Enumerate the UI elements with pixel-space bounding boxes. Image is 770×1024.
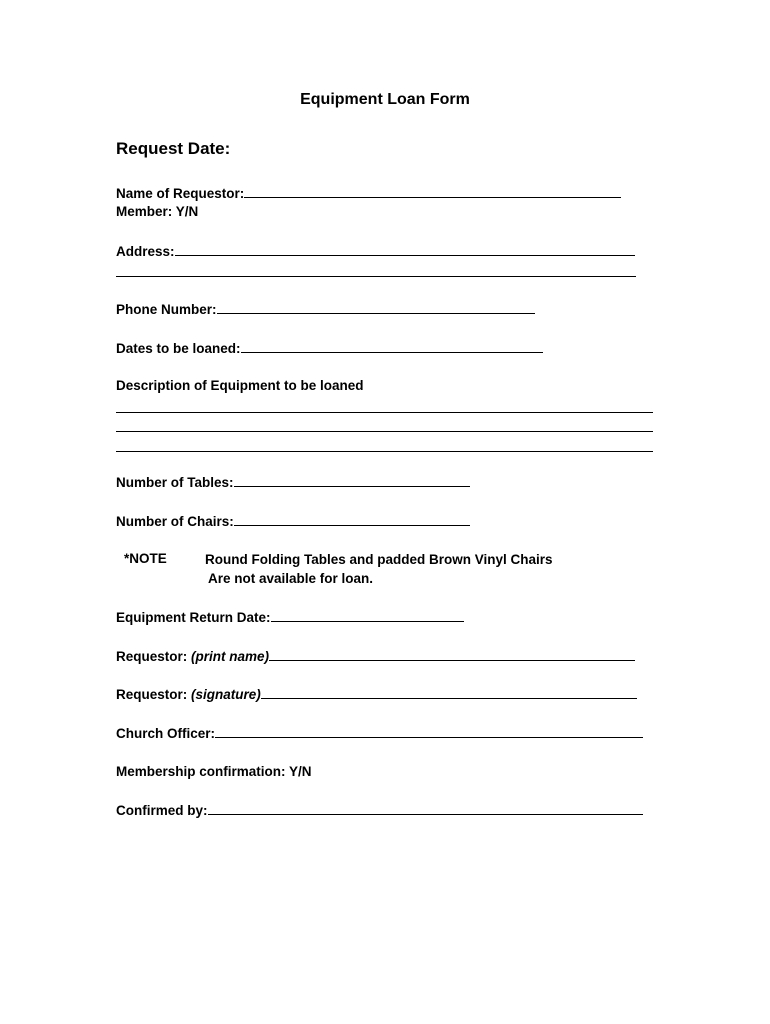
address-label: Address:	[116, 244, 175, 259]
chairs-label: Number of Chairs:	[116, 514, 234, 529]
requestor-sign-hint: (signature)	[191, 687, 261, 702]
return-date-label: Equipment Return Date:	[116, 610, 271, 625]
form-title: Equipment Loan Form	[300, 91, 470, 108]
member-label: Member: Y/N	[116, 204, 199, 219]
requestor-sign-field[interactable]	[261, 685, 637, 699]
church-officer-row	[116, 724, 643, 743]
return-date-row	[116, 608, 464, 627]
requestor-print-hint: (print name)	[191, 649, 270, 664]
requestor-print-row	[116, 647, 635, 666]
note-tag: *NOTE	[124, 551, 167, 566]
return-date-field[interactable]	[271, 608, 464, 622]
dates-label: Dates to be loaned:	[116, 341, 241, 356]
description-field-line3[interactable]	[116, 451, 653, 452]
requestor-name-row	[116, 184, 621, 203]
request-date-label: Request Date:	[116, 139, 231, 158]
requestor-name-label: Name of Requestor:	[116, 186, 245, 201]
chairs-row	[116, 512, 470, 531]
confirmed-by-label: Confirmed by:	[116, 803, 208, 818]
church-officer-field[interactable]	[215, 724, 643, 738]
description-label: Description of Equipment to be loaned	[116, 378, 364, 393]
description-field-line2[interactable]	[116, 431, 653, 432]
tables-field[interactable]	[234, 473, 470, 487]
phone-field[interactable]	[217, 300, 535, 314]
address-row	[116, 242, 635, 261]
requestor-name-field[interactable]	[244, 184, 621, 198]
address-field-line1[interactable]	[175, 242, 635, 256]
membership-confirmation-label: Membership confirmation: Y/N	[116, 764, 312, 779]
phone-row	[116, 300, 535, 319]
dates-row	[116, 339, 543, 358]
church-officer-label: Church Officer:	[116, 726, 216, 741]
description-field-line1[interactable]	[116, 412, 653, 413]
requestor-print-field[interactable]	[269, 647, 635, 661]
phone-label: Phone Number:	[116, 302, 217, 317]
note-line-2: Are not available for loan.	[208, 571, 374, 586]
chairs-field[interactable]	[234, 512, 470, 526]
requestor-sign-row	[116, 685, 637, 704]
tables-label: Number of Tables:	[116, 475, 234, 490]
dates-field[interactable]	[241, 339, 543, 353]
tables-row	[116, 473, 470, 492]
requestor-sign-label: Requestor:	[116, 687, 192, 702]
address-field-line2[interactable]	[116, 276, 636, 277]
confirmed-by-field[interactable]	[208, 801, 643, 815]
note-line-1: Round Folding Tables and padded Brown Vinyl Chairs	[205, 552, 553, 567]
note-text	[205, 550, 553, 588]
requestor-print-label: Requestor:	[116, 649, 192, 664]
confirmed-by-row	[116, 801, 643, 820]
